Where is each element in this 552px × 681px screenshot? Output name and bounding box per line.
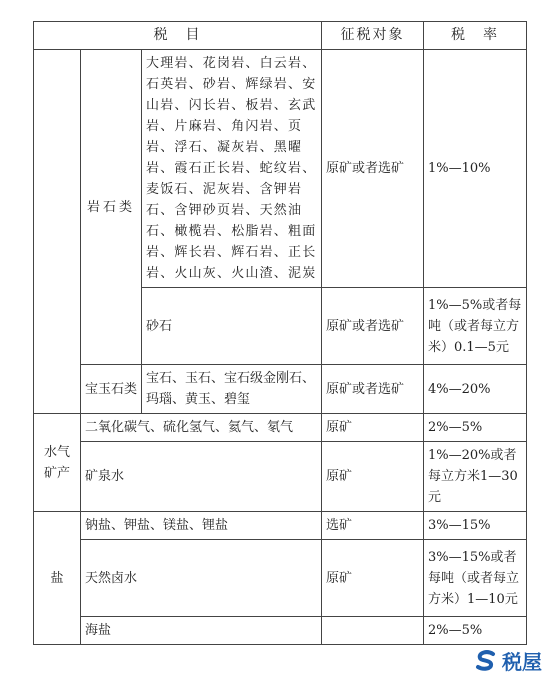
mineral-water-object: 原矿 [322, 442, 424, 512]
gravel-object: 原矿或者选矿 [322, 288, 424, 365]
nonmetal-category-cell [34, 50, 81, 414]
rock-items: 大理岩、花岗岩、白云岩、石英岩、砂岩、辉绿岩、安山岩、闪长岩、板岩、玄武岩、片麻岩、角闪岩、页岩、浮石、凝灰岩、黑曜岩、霞石正长岩、蛇纹岩、麦饭石、泥灰岩、含钾岩石、含钾砂页岩、天然油石、橄榄岩、松脂岩、粗面岩、辉长岩、辉石岩、正长岩、火山灰、火山渣、泥炭 [142, 50, 322, 288]
mineral-water-item: 矿泉水 [81, 442, 322, 512]
salt-category: 盐 [34, 512, 81, 645]
watermark [474, 646, 542, 675]
gas-object: 原矿 [322, 414, 424, 442]
sea-salt-item: 海盐 [81, 617, 322, 645]
table-row [34, 50, 527, 288]
rock-rate: 1%—10% [424, 50, 527, 288]
table-row [34, 512, 527, 540]
gem-category: 宝玉石类 [81, 365, 142, 414]
mineral-water-rate: 1%—20%或者每立方米1—30元 [424, 442, 527, 512]
watermark-text: 税屋 [502, 650, 542, 674]
header-rate: 税 率 [424, 22, 527, 50]
table-row [34, 414, 527, 442]
salts-rate: 3%—15% [424, 512, 527, 540]
rock-category: 岩石类 [81, 50, 142, 365]
rock-object: 原矿或者选矿 [322, 50, 424, 288]
header-object: 征税对象 [322, 22, 424, 50]
table-row [34, 617, 527, 645]
header-item: 税 目 [34, 22, 322, 50]
sea-salt-rate: 2%—5% [424, 617, 527, 645]
gas-item: 二氧化碳气、硫化氢气、氦气、氡气 [81, 414, 322, 442]
logo-icon [474, 649, 498, 673]
table-row [34, 442, 527, 512]
gem-items: 宝石、玉石、宝石级金刚石、玛瑙、黄玉、碧玺 [142, 365, 322, 414]
gem-rate: 4%—20% [424, 365, 527, 414]
gravel-item: 砂石 [142, 288, 322, 365]
brine-rate: 3%—15%或者每吨（或者每立方米）1—10元 [424, 540, 527, 617]
sea-salt-object [322, 617, 424, 645]
tax-rate-table [33, 21, 527, 645]
table-header-row [34, 22, 527, 50]
salts-object: 选矿 [322, 512, 424, 540]
water-gas-category: 水气矿产 [34, 414, 81, 512]
brine-item: 天然卤水 [81, 540, 322, 617]
table-row [34, 540, 527, 617]
brine-object: 原矿 [322, 540, 424, 617]
table-row [34, 365, 527, 414]
gas-rate: 2%—5% [424, 414, 527, 442]
gem-object: 原矿或者选矿 [322, 365, 424, 414]
gravel-rate: 1%—5%或者每吨（或者每立方米）0.1—5元 [424, 288, 527, 365]
salts-item: 钠盐、钾盐、镁盐、锂盐 [81, 512, 322, 540]
